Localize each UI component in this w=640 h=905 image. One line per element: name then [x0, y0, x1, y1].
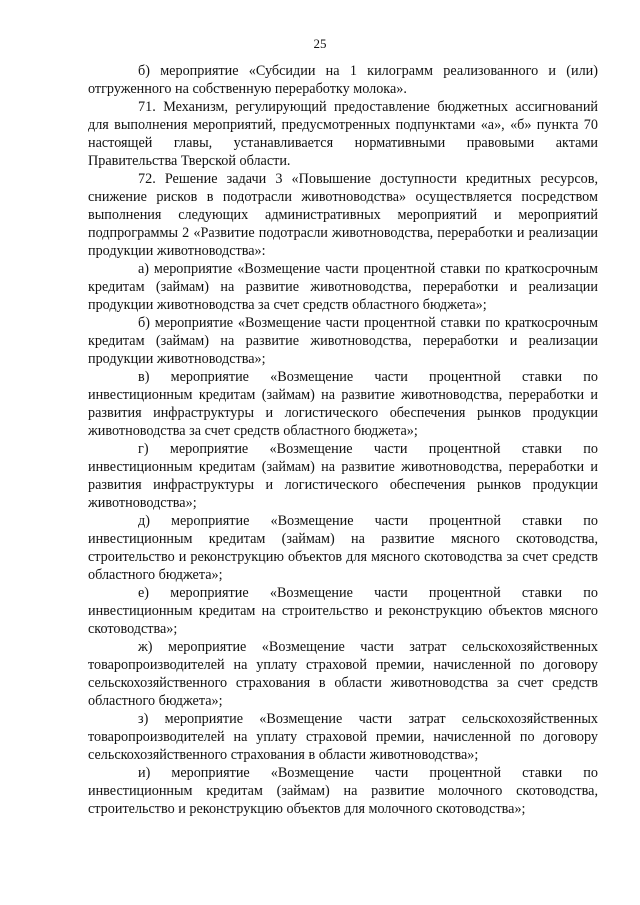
- paragraph-72zh: ж) мероприятие «Возмещение части затрат сельскохозяйственных товаропроизводителей на уплату страховой премии, начисленной по договору сельскохозяйственного страхования в области животноводства за счет средств областного бюджета»;: [88, 639, 598, 709]
- paragraph-72e: е) мероприятие «Возмещение части процентной ставки по инвестиционным кредитам на строительство и реконструкцию объектов мясного скотоводства»;: [88, 585, 598, 637]
- paragraph-72v: в) мероприятие «Возмещение части процентной ставки по инвестиционным кредитам (займам) на развитие животноводства, переработки и развития инфраструктуры и логистического обеспечения рынков продукции животноводства за счет средств областного бюджета»;: [88, 369, 598, 439]
- paragraph-72b: б) мероприятие «Возмещение части процентной ставки по краткосрочным кредитам (займам) на развитие животноводства, переработки и реализации продукции животноводства»;: [88, 315, 598, 367]
- paragraph-72d: д) мероприятие «Возмещение части процентной ставки по инвестиционным кредитам (займам) на развитие мясного скотоводства, строительство и реконструкцию объектов для мясного скотоводства за счет средств областного бюджета»;: [88, 513, 598, 583]
- page-number: 25: [313, 36, 327, 51]
- paragraph-71: 71. Механизм, регулирующий предоставление бюджетных ассигнований для выполнения мероприятий, предусмотренных подпунктами «а», «б» пункта 70 настоящей главы, устанавливается нормативными правовыми актами Правительства Тверской области.: [88, 99, 598, 169]
- document-body: [88, 62, 598, 818]
- paragraph-72: 72. Решение задачи 3 «Повышение доступности кредитных ресурсов, снижение рисков в подотрасли животноводства» осуществляется посредством выполнения следующих административных мероприятий и мероприятий подпрограммы 2 «Развитие подотрасли животноводства, переработки и реализации продукции животноводства»:: [88, 171, 598, 259]
- paragraph-72z: з) мероприятие «Возмещение части затрат сельскохозяйственных товаропроизводителей на уплату страховой премии, начисленной по договору сельскохозяйственного страхования в области животноводства»;: [88, 711, 598, 763]
- paragraph-72i: и) мероприятие «Возмещение части процентной ставки по инвестиционным кредитам (займам) на развитие молочного скотоводства, строительство и реконструкцию объектов для молочного скотоводства»;: [88, 765, 598, 817]
- paragraph-72g: г) мероприятие «Возмещение части процентной ставки по инвестиционным кредитам (займам) на развитие животноводства, переработки и развития инфраструктуры и логистического обеспечения рынков продукции животноводства»;: [88, 441, 598, 511]
- paragraph-70b: б) мероприятие «Субсидии на 1 килограмм реализованного и (или) отгруженного на собственную переработку молока».: [88, 63, 598, 97]
- paragraph-72a: а) мероприятие «Возмещение части процентной ставки по краткосрочным кредитам (займам) на развитие животноводства, переработки и реализации продукции животноводства за счет средств областного бюджета»;: [88, 261, 598, 313]
